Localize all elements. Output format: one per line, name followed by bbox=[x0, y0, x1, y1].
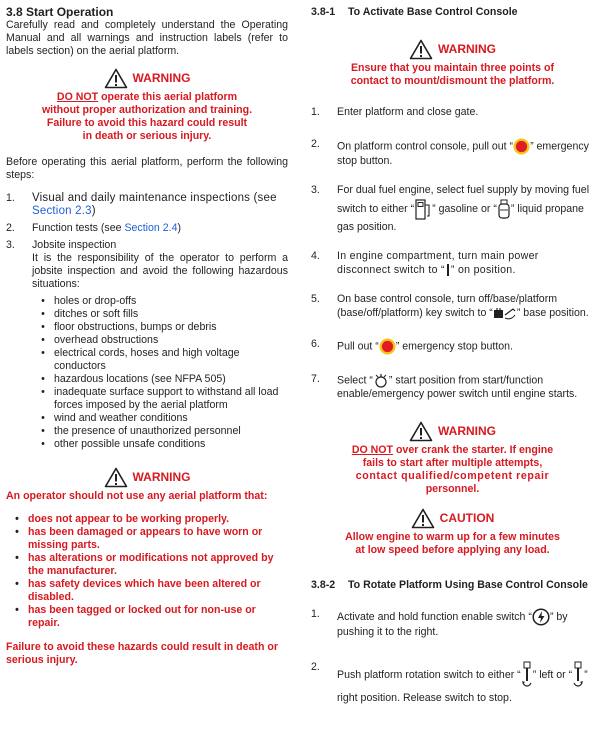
warning-line: operate this aerial platform bbox=[98, 91, 238, 103]
step-number: 1. bbox=[311, 106, 320, 118]
caution-text bbox=[311, 531, 594, 557]
subsection-number: 3.8-2 bbox=[311, 579, 336, 591]
step-number: 7. bbox=[311, 373, 320, 385]
list-item: 2. On platform control console, pull out “ ” emergency stop button. bbox=[311, 138, 589, 167]
caution-line: at low speed before applying any load. bbox=[355, 544, 550, 556]
warning-text bbox=[311, 62, 594, 88]
step-number: 4. bbox=[311, 250, 320, 262]
rotate-left-icon bbox=[521, 661, 533, 689]
step-number: 1. bbox=[6, 192, 15, 204]
warning-line: fails to start after multiple attempts, bbox=[362, 457, 543, 469]
section-heading: 3.8 Start Operation bbox=[6, 5, 114, 19]
step-text: ) bbox=[91, 205, 96, 217]
list-item: 3. For dual fuel engine, select fuel supply by moving fuel switch to either “ ” gasoline or “ ” liquid propane gas position. bbox=[311, 184, 590, 233]
subsection-heading bbox=[311, 579, 594, 592]
emergency-stop-icon bbox=[379, 338, 396, 355]
step-number: 2. bbox=[311, 138, 320, 150]
caution-header bbox=[311, 508, 594, 529]
warning-triangle-icon bbox=[104, 68, 128, 89]
warning-list bbox=[6, 513, 288, 630]
step-number: 3. bbox=[6, 239, 15, 251]
subsection-title: To Activate Base Control Console bbox=[348, 6, 518, 18]
list-item: 2. Push platform rotation switch to either “ ” left or “ ” right position. Release switch to stop. bbox=[311, 661, 594, 708]
list-item: • wind and weather conditions bbox=[41, 412, 188, 424]
warning-lead: An operator should not use any aerial platform that: bbox=[6, 490, 268, 502]
list-item: • ditches or soft fills bbox=[41, 308, 139, 320]
warning-header bbox=[6, 467, 288, 488]
warning-line: Ensure that you maintain three points of bbox=[350, 62, 555, 74]
subsection-heading bbox=[311, 6, 594, 19]
list-item: • the presence of unauthorized personnel bbox=[41, 425, 241, 437]
intro-paragraph: Carefully read and completely understand the Operating Manual and all warnings and instruction labels (refer to labels section) on the aerial platform. bbox=[6, 19, 288, 57]
warning-header bbox=[6, 68, 288, 89]
start-position-icon bbox=[373, 373, 389, 388]
list-item: • floor obstructions, bumps or debris bbox=[41, 321, 217, 333]
list-item: • has been tagged or locked out for non-use or repair. bbox=[15, 604, 256, 629]
warning-footer: Failure to avoid these hazards could result in death or serious injury. bbox=[6, 641, 278, 666]
step-number: 2. bbox=[311, 661, 320, 673]
warning-text bbox=[311, 444, 594, 496]
list-item: • holes or drop-offs bbox=[41, 295, 137, 307]
before-paragraph: Before operating this aerial platform, perform the following steps: bbox=[6, 156, 288, 181]
warning-label: WARNING bbox=[438, 424, 496, 438]
base-position-icon bbox=[493, 306, 517, 320]
list-item bbox=[6, 192, 288, 218]
warning-label: WARNING bbox=[132, 470, 191, 484]
list-item: • other possible unsafe conditions bbox=[41, 438, 206, 450]
list-item: • has been damaged or appears to have worn or missing parts. bbox=[15, 526, 263, 551]
warning-line: over crank the starter. If engine bbox=[393, 444, 554, 456]
warning-line: Failure to avoid this hazard could result bbox=[46, 117, 248, 129]
warning-header bbox=[311, 39, 594, 60]
subsection-title: To Rotate Platform Using Base Control Console bbox=[348, 579, 588, 591]
warning-label: WARNING bbox=[132, 71, 191, 85]
list-item: • does not appear to be working properly. bbox=[15, 513, 230, 525]
list-item: 1. Activate and hold function enable switch “ ” by pushing it to the right. bbox=[311, 608, 568, 638]
list-item: 5. On base control console, turn off/base/platform (base/off/platform) key switch to “ ” base position. bbox=[311, 293, 589, 319]
warning-text bbox=[6, 91, 288, 143]
step-text: Enter platform and close gate. bbox=[337, 106, 479, 118]
warning-line: in death or serious injury. bbox=[82, 130, 212, 142]
step-text: It is the responsibility of the operator to perform a jobsite inspection and avoid the following hazardous situations: bbox=[32, 252, 288, 290]
warning-triangle-icon bbox=[409, 39, 433, 60]
step-list bbox=[311, 608, 594, 708]
step-title: Jobsite inspection bbox=[32, 239, 117, 251]
warning-triangle-icon bbox=[104, 467, 128, 488]
gasoline-pump-icon bbox=[414, 197, 432, 221]
list-item bbox=[311, 106, 594, 119]
list-item bbox=[6, 239, 288, 451]
function-enable-icon bbox=[532, 608, 550, 626]
subsection-number: 3.8-1 bbox=[311, 6, 336, 18]
left-column bbox=[6, 0, 288, 667]
step-text: ) bbox=[177, 222, 181, 234]
list-item: • hazardous locations (see NFPA 505) bbox=[41, 373, 226, 385]
list-item: • overhead obstructions bbox=[41, 334, 159, 346]
section-link[interactable]: Section 2.4 bbox=[124, 222, 178, 234]
step-text: Visual and daily maintenance inspections (see bbox=[32, 192, 277, 204]
caution-label: CAUTION bbox=[439, 511, 495, 525]
step-number: 3. bbox=[311, 184, 320, 196]
warning-header bbox=[311, 421, 594, 442]
list-item: 4. In engine compartment, turn main power disconnect switch to “ ” on position. bbox=[311, 250, 539, 276]
step-text: Function tests (see bbox=[32, 222, 125, 234]
rotate-right-icon bbox=[572, 661, 584, 689]
warning-line: contact to mount/dismount the platform. bbox=[350, 75, 555, 87]
step-number: 5. bbox=[311, 293, 320, 305]
caution-triangle-icon bbox=[411, 508, 435, 529]
list-item: • inadequate surface support to withstand all load forces imposed by the aerial platform bbox=[41, 386, 279, 411]
list-item: 6. Pull out “ ” emergency stop button. bbox=[311, 338, 594, 355]
list-item: • electrical cords, hoses and high voltage conductors bbox=[41, 347, 240, 372]
section-link[interactable]: Section 2.3 bbox=[32, 205, 92, 217]
warning-line: personnel. bbox=[425, 483, 480, 495]
list-item: • has safety devices which have been altered or disabled. bbox=[15, 578, 261, 603]
list-item: • has alterations or modifications not approved by the manufacturer. bbox=[15, 552, 274, 577]
emergency-stop-icon bbox=[513, 138, 530, 155]
right-column bbox=[311, 0, 594, 708]
step-list bbox=[6, 192, 288, 451]
step-number: 6. bbox=[311, 338, 320, 350]
hazard-list bbox=[32, 295, 288, 451]
warning-emphasis: DO NOT bbox=[351, 444, 394, 456]
caution-line: Allow engine to warm up for a few minutes bbox=[345, 531, 560, 543]
propane-tank-icon bbox=[497, 199, 511, 219]
warning-label: WARNING bbox=[438, 42, 496, 56]
list-item: 7. Select “ ” start position from start/function enable/emergency power switch until engine starts. bbox=[311, 373, 578, 400]
warning-line: without proper authorization and training. bbox=[41, 104, 253, 116]
step-number: 2. bbox=[6, 222, 15, 234]
warning-triangle-icon bbox=[409, 421, 433, 442]
step-list bbox=[311, 106, 594, 401]
warning-line: contact qualified/competent repair bbox=[355, 470, 550, 482]
list-item bbox=[6, 222, 288, 235]
warning-emphasis: DO NOT bbox=[56, 91, 99, 103]
step-number: 1. bbox=[311, 608, 320, 620]
